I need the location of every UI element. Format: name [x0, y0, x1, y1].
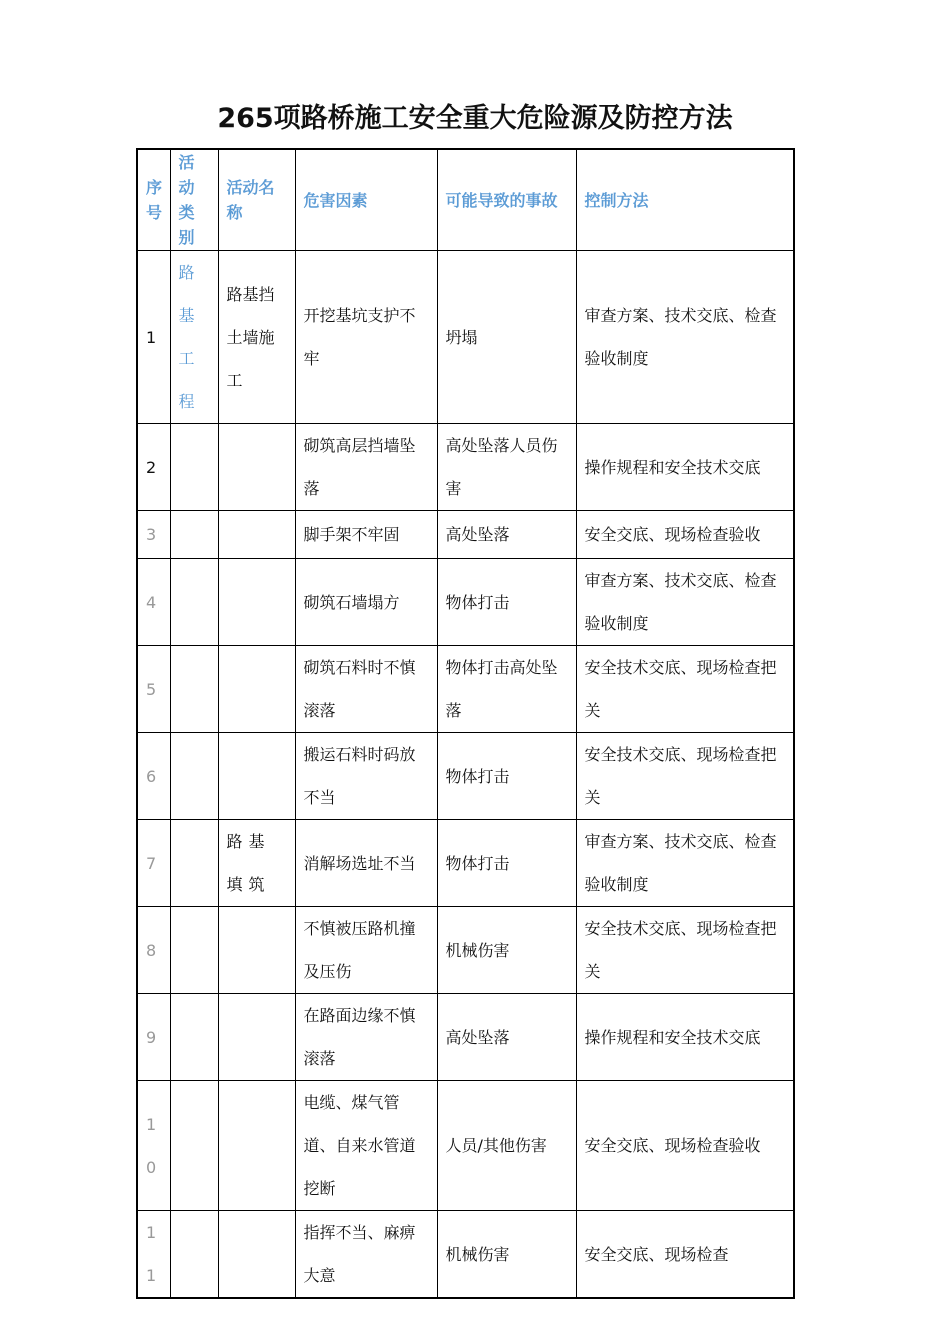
row-accident: 物体打击高处坠落 — [437, 646, 576, 733]
row-accident: 物体打击 — [437, 559, 576, 646]
row-accident: 高处坠落 — [437, 994, 576, 1081]
row-accident: 机械伤害 — [437, 1211, 576, 1299]
row-category — [170, 511, 218, 559]
row-hazard: 脚手架不牢固 — [295, 511, 437, 559]
row-accident: 机械伤害 — [437, 907, 576, 994]
table-row — [137, 559, 794, 646]
row-category — [170, 424, 218, 511]
row-hazard: 开挖基坑支护不牢 — [295, 251, 437, 424]
row-accident: 高处坠落人员伤害 — [437, 424, 576, 511]
row-hazard: 指挥不当、麻痹大意 — [295, 1211, 437, 1299]
header-category: 活动类别 — [170, 149, 218, 251]
row-no: 7 — [137, 820, 170, 907]
hazard-table — [136, 148, 795, 1299]
row-control: 安全交底、现场检查验收 — [576, 1081, 794, 1211]
row-control: 操作规程和安全技术交底 — [576, 424, 794, 511]
header-activity: 活动名称 — [218, 149, 295, 251]
row-hazard: 搬运石料时码放不当 — [295, 733, 437, 820]
row-category: 路基工程 — [170, 251, 218, 424]
table-row — [137, 511, 794, 559]
row-hazard: 砌筑高层挡墙坠落 — [295, 424, 437, 511]
table-row — [137, 820, 794, 907]
row-control: 审查方案、技术交底、检查验收制度 — [576, 251, 794, 424]
row-accident: 人员/其他伤害 — [437, 1081, 576, 1211]
row-hazard: 不慎被压路机撞及压伤 — [295, 907, 437, 994]
header-no: 序号 — [137, 149, 170, 251]
row-no: 1 — [137, 251, 170, 424]
row-hazard: 电缆、煤气管道、自来水管道挖断 — [295, 1081, 437, 1211]
table-header-row — [137, 149, 794, 251]
row-activity — [218, 994, 295, 1081]
row-activity — [218, 424, 295, 511]
row-no: 4 — [137, 559, 170, 646]
row-accident: 物体打击 — [437, 820, 576, 907]
row-activity — [218, 1081, 295, 1211]
row-activity — [218, 559, 295, 646]
row-control: 安全交底、现场检查 — [576, 1211, 794, 1299]
table-row — [137, 424, 794, 511]
row-category — [170, 1081, 218, 1211]
row-accident: 坍塌 — [437, 251, 576, 424]
row-accident: 高处坠落 — [437, 511, 576, 559]
row-activity — [218, 733, 295, 820]
row-category — [170, 820, 218, 907]
row-accident: 物体打击 — [437, 733, 576, 820]
row-category — [170, 733, 218, 820]
row-no: 9 — [137, 994, 170, 1081]
row-activity: 路基挡土墙施工 — [218, 251, 295, 424]
row-control: 审查方案、技术交底、检查验收制度 — [576, 820, 794, 907]
row-no: 2 — [137, 424, 170, 511]
row-no: 3 — [137, 511, 170, 559]
header-accident: 可能导致的事故 — [437, 149, 576, 251]
table-row — [137, 733, 794, 820]
row-activity — [218, 907, 295, 994]
row-hazard: 消解场选址不当 — [295, 820, 437, 907]
row-activity — [218, 511, 295, 559]
row-no: 10 — [137, 1081, 170, 1211]
row-hazard: 砌筑石墙塌方 — [295, 559, 437, 646]
row-hazard: 在路面边缘不慎滚落 — [295, 994, 437, 1081]
row-category — [170, 907, 218, 994]
table-row — [137, 251, 794, 424]
header-hazard: 危害因素 — [295, 149, 437, 251]
row-control: 审查方案、技术交底、检查验收制度 — [576, 559, 794, 646]
row-control: 安全技术交底、现场检查把关 — [576, 646, 794, 733]
row-category — [170, 1211, 218, 1299]
row-category — [170, 994, 218, 1081]
table-row — [137, 907, 794, 994]
row-no: 8 — [137, 907, 170, 994]
row-control: 操作规程和安全技术交底 — [576, 994, 794, 1081]
row-control: 安全技术交底、现场检查把关 — [576, 907, 794, 994]
page-title: 265项路桥施工安全重大危险源及防控方法 — [217, 103, 733, 134]
row-activity — [218, 1211, 295, 1299]
table-row — [137, 1211, 794, 1299]
row-category — [170, 559, 218, 646]
row-control: 安全交底、现场检查验收 — [576, 511, 794, 559]
row-no: 11 — [137, 1211, 170, 1299]
row-category — [170, 646, 218, 733]
table-row — [137, 1081, 794, 1211]
row-no: 5 — [137, 646, 170, 733]
table-row — [137, 994, 794, 1081]
row-activity: 路基填筑 — [218, 820, 295, 907]
row-control: 安全技术交底、现场检查把关 — [576, 733, 794, 820]
row-hazard: 砌筑石料时不慎滚落 — [295, 646, 437, 733]
row-no: 6 — [137, 733, 170, 820]
header-control: 控制方法 — [576, 149, 794, 251]
row-activity — [218, 646, 295, 733]
table-row — [137, 646, 794, 733]
